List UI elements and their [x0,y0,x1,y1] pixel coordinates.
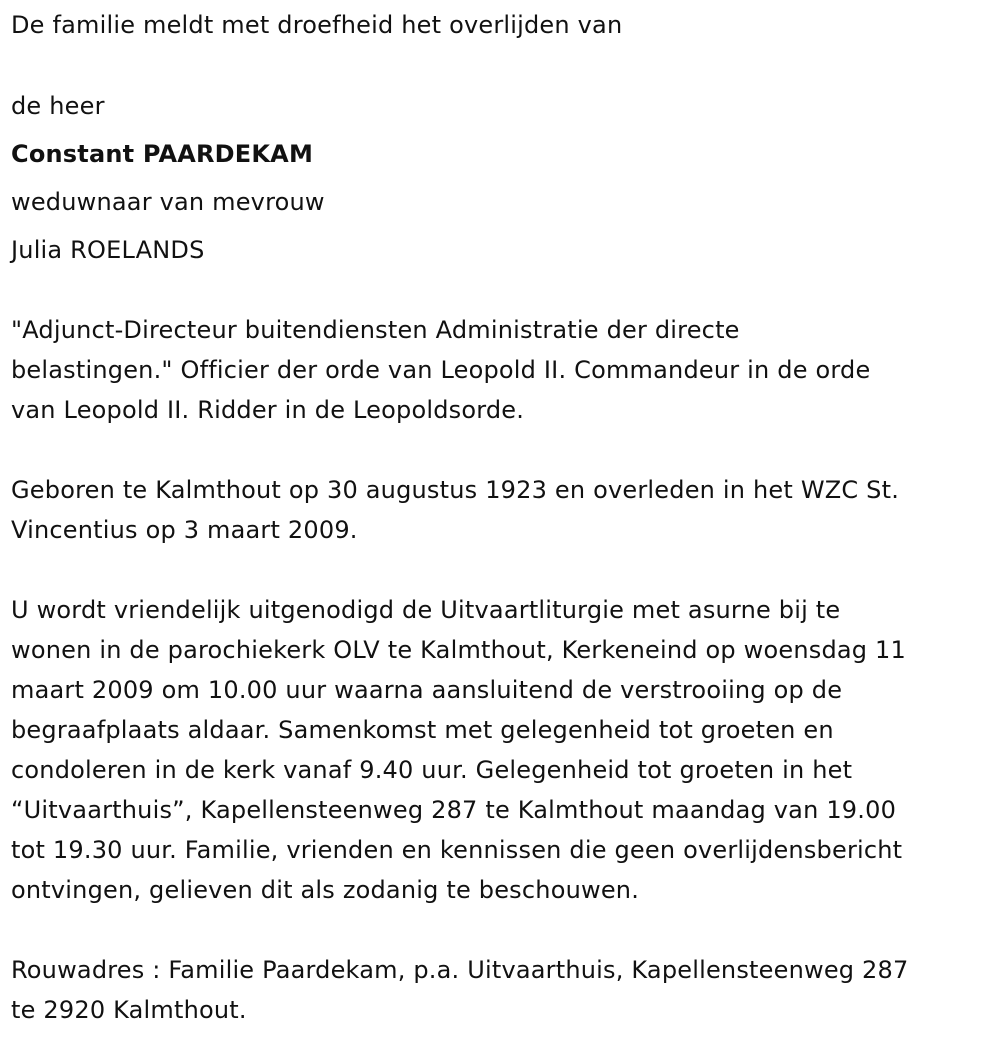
funeral-line-8: ontvingen, gelieven dit als zodanig te beschouwen. [11,876,640,904]
birth-death-line-2: Vincentius op 3 maart 2009. [11,516,358,544]
intro-text: De familie meldt met droefheid het overlijden van [11,11,623,39]
funeral-line-4: begraafplaats aldaar. Samenkomst met gelegenheid tot groeten en [11,716,834,744]
title-text: de heer [11,92,105,120]
spouse-name: Julia ROELANDS [11,236,205,264]
relation-text: weduwnaar van mevrouw [11,188,325,216]
address-line-1: Rouwadres : Familie Paardekam, p.a. Uitvaarthuis, Kapellensteenweg 287 [11,956,909,984]
deceased-name: Constant PAARDEKAM [11,140,314,168]
birth-death-line-1: Geboren te Kalmthout op 30 augustus 1923 en overleden in het WZC St. [11,476,900,504]
funeral-line-6: “Uitvaarthuis”, Kapellensteenweg 287 te Kalmthout maandag van 19.00 [11,796,897,824]
funeral-line-3: maart 2009 om 10.00 uur waarna aansluitend de verstrooiing op de [11,676,843,704]
funeral-line-7: tot 19.30 uur. Familie, vrienden en kennissen die geen overlijdensbericht [11,836,903,864]
funeral-line-1: U wordt vriendelijk uitgenodigd de Uitvaartliturgie met asurne bij te [11,596,841,624]
funeral-line-2: wonen in de parochiekerk OLV te Kalmthout, Kerkeneind op woensdag 11 [11,636,906,664]
funeral-line-5: condoleren in de kerk vanaf 9.40 uur. Gelegenheid tot groeten in het [11,756,853,784]
career-line-2: belastingen." Officier der orde van Leopold II. Commandeur in de orde [11,356,871,384]
career-line-3: van Leopold II. Ridder in de Leopoldsorde. [11,396,525,424]
career-line-1: "Adjunct-Directeur buitendiensten Administratie der directe [11,316,740,344]
address-line-2: te 2920 Kalmthout. [11,996,247,1024]
